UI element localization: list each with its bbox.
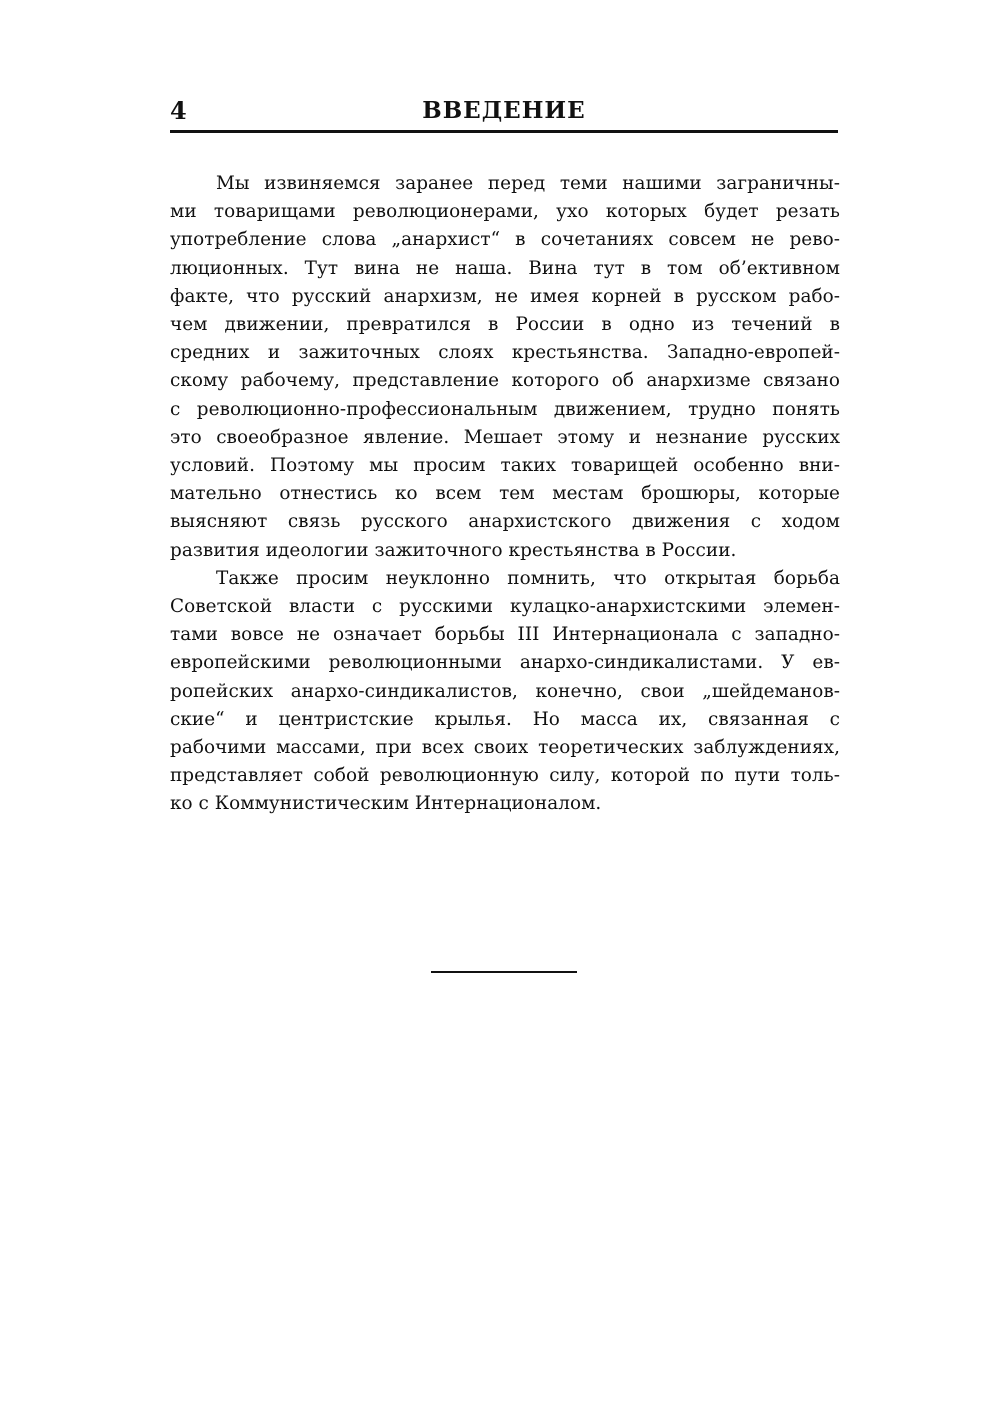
text-line: Советской власти с русскими кулацко-анархистскими элемен- xyxy=(170,596,840,618)
text-line: скому рабочему, представление которого об анархизме связано xyxy=(170,370,840,392)
text-line: чем движении, превратился в России в одно из течений в xyxy=(170,314,840,336)
text-line: ми товарищами революционерами, ухо которых будет резать xyxy=(170,201,840,223)
paragraph-2 xyxy=(170,565,840,819)
text-line: развития идеологии зажиточного крестьянства в России. xyxy=(170,539,737,561)
text-line: это своеобразное явление. Мешает этому и незнание русских xyxy=(170,426,840,448)
body-text xyxy=(170,170,840,819)
header-rule xyxy=(170,130,838,133)
text-line: ские“ и центристские крылья. Но масса их, связанная с xyxy=(170,708,840,730)
text-line: ко с Коммунистическим Интернационалом. xyxy=(170,793,602,815)
text-line: факте, что русский анархизм, не имея корней в русском рабо- xyxy=(170,285,840,307)
text-line: рабочими массами, при всех своих теоретических заблуждениях, xyxy=(170,737,840,759)
end-rule xyxy=(431,971,577,973)
text-line: Мы извиняемся заранее перед теми нашими заграничны- xyxy=(216,173,840,194)
text-line: средних и зажиточных слоях крестьянства. Западно-европей- xyxy=(170,342,840,364)
text-line: представляет собой революционную силу, которой по пути толь- xyxy=(170,765,840,787)
running-title: ВВЕДЕНИЕ xyxy=(422,97,586,124)
text-line: мательно отнестись ко всем тем местам брошюры, которые xyxy=(170,483,840,505)
text-line: тами вовсе не означает борьбы III Интернационала с западно- xyxy=(170,624,840,646)
text-line: выясняют связь русского анархистского движения с ходом xyxy=(170,511,840,533)
text-line: люционных. Тут вина не наша. Вина тут в том об’ективном xyxy=(170,257,840,279)
text-line: европейскими революционными анархо-синдикалистами. У ев- xyxy=(170,652,840,674)
text-line: Также просим неуклонно помнить, что открытая борьба xyxy=(216,567,840,589)
text-line: ропейских анархо-синдикалистов, конечно, свои „шейдеманов- xyxy=(170,680,840,702)
text-line: условий. Поэтому мы просим таких товарищей особенно вни- xyxy=(170,455,840,477)
page-number: 4 xyxy=(170,96,187,125)
text-line: употребление слова „анархист“ в сочетаниях совсем не рево- xyxy=(170,229,840,251)
paragraph-1 xyxy=(170,170,840,565)
text-line: с революционно-профессиональным движением, трудно понять xyxy=(170,398,840,420)
